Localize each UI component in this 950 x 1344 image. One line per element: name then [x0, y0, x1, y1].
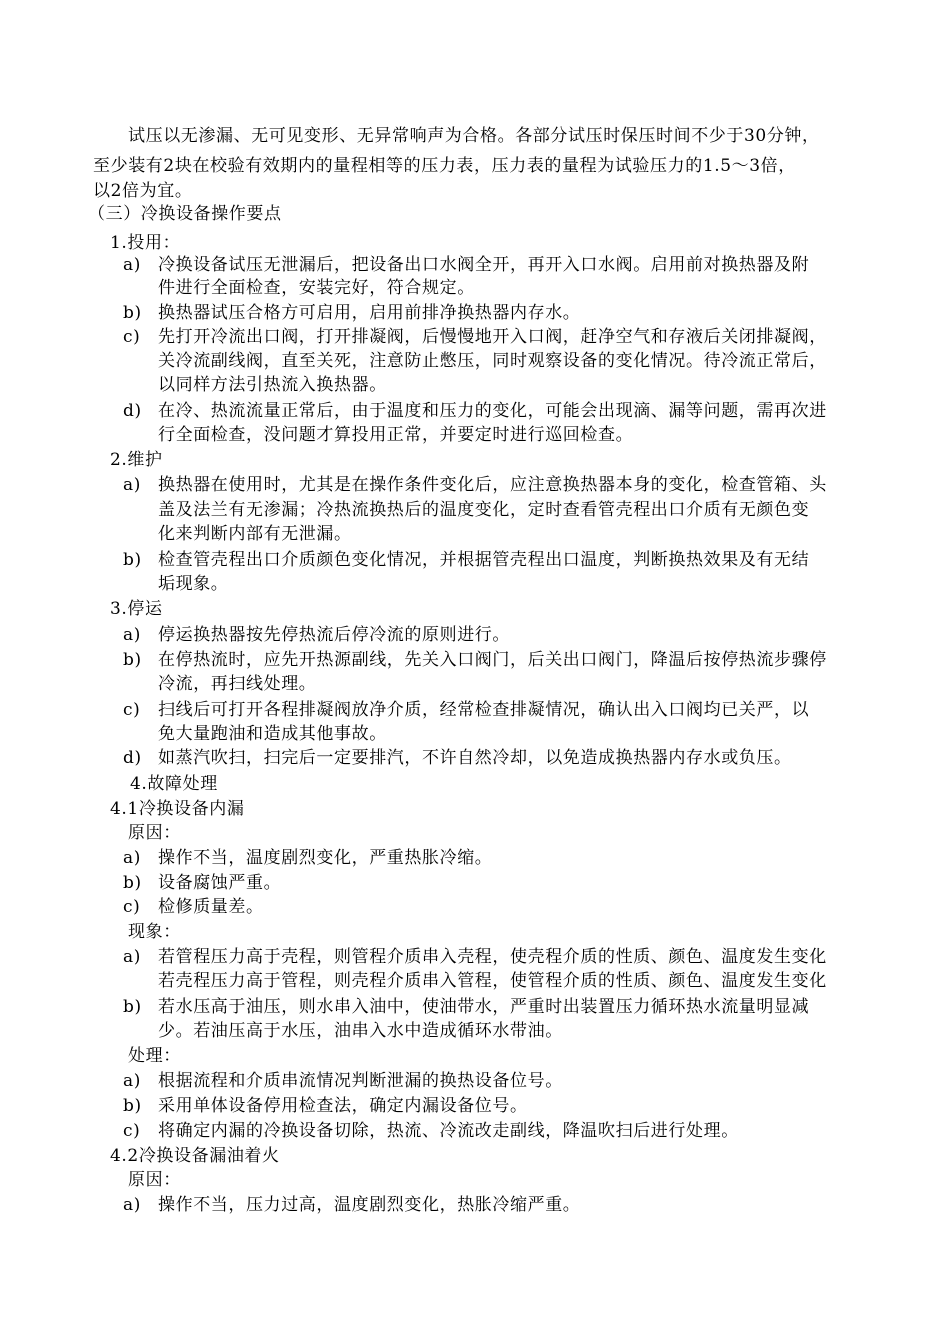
item-line: 将确定内漏的冷换设备切除，热流、冷流改走副线，降温吹扫后进行处理。: [158, 1121, 739, 1141]
item-label: b): [123, 1096, 142, 1116]
item-label: d): [123, 748, 142, 768]
item-label: a): [123, 947, 141, 967]
phenomenon-label: 现象：: [128, 922, 181, 942]
item-line: 设备腐蚀严重。: [158, 873, 282, 893]
heading-troubleshooting: 4.故障处理: [130, 774, 218, 794]
item-line: 停运换热器按先停热流后停冷流的原则进行。: [158, 625, 510, 645]
item-line: 行全面检查，没问题才算投用正常，并要定时进行巡回检查。: [158, 425, 634, 445]
item-line: 如蒸汽吹扫，扫完后一定要排汽，不许自然冷却，以免造成换热器内存水或负压。: [158, 748, 792, 768]
item-line: 免大量跑油和造成其他事故。: [158, 724, 387, 744]
subheading-oil-leak-fire: 4.2冷换设备漏油着火: [110, 1146, 280, 1166]
item-line: 若水压高于油压，则水串入油中，使油带水，严重时出装置压力循环热水流量明显减: [158, 997, 810, 1017]
item-line: 操作不当，压力过高，温度剧烈变化，热胀冷缩严重。: [158, 1195, 581, 1215]
item-line: 换热器在使用时，尤其是在操作条件变化后，应注意换热器本身的变化，检查管箱、头: [158, 475, 827, 495]
item-line: 垢现象。: [158, 574, 229, 594]
section-title: （三）冷换设备操作要点: [88, 204, 282, 224]
item-line: 先打开冷流出口阀，打开排凝阀，后慢慢地开入口阀，赶净空气和存液后关闭排凝阀，: [158, 327, 827, 347]
item-line: 在停热流时，应先开热源副线，先关入口阀门，后关出口阀门，降温后按停热流步骤停: [158, 650, 827, 670]
item-label: b): [123, 873, 142, 893]
intro-line: 试压以无渗漏、无可见变形、无异常响声为合格。各部分试压时保压时间不少于30分钟，: [128, 126, 820, 146]
item-line: 根据流程和介质串流情况判断泄漏的换热设备位号。: [158, 1071, 563, 1091]
item-line: 盖及法兰有无渗漏；冷热流换热后的温度变化，定时查看管壳程出口介质有无颜色变: [158, 500, 810, 520]
item-line: 以同样方法引热流入换热器。: [158, 375, 387, 395]
item-label: b): [123, 650, 142, 670]
item-line: 少。若油压高于水压，油串入水中造成循环水带油。: [158, 1021, 563, 1041]
item-line: 在冷、热流流量正常后，由于温度和压力的变化，可能会出现滴、漏等问题，需再次进: [158, 401, 827, 421]
item-label: a): [123, 625, 141, 645]
item-line: 化来判断内部有无泄漏。: [158, 524, 352, 544]
item-line: 冷换设备试压无泄漏后，把设备出口水阀全开，再开入口水阀。启用前对换热器及附: [158, 255, 810, 275]
item-label: a): [123, 1195, 141, 1215]
item-line: 件进行全面检查，安装完好，符合规定。: [158, 278, 475, 298]
item-label: a): [123, 848, 141, 868]
treatment-label: 处理：: [128, 1046, 181, 1066]
item-line: 换热器试压合格方可启用，启用前排净换热器内存水。: [158, 303, 581, 323]
item-label: a): [123, 475, 141, 495]
item-label: c): [123, 327, 141, 347]
item-label: a): [123, 1071, 141, 1091]
item-label: b): [123, 997, 142, 1017]
heading-commissioning: 1.投用：: [110, 233, 181, 253]
item-line: 若管程压力高于壳程，则管程介质串入壳程，使壳程介质的性质、颜色、温度发生变化: [158, 947, 827, 967]
item-label: b): [123, 550, 142, 570]
item-label: d): [123, 401, 142, 421]
heading-maintenance: 2.维护: [110, 450, 163, 470]
item-line: 采用单体设备停用检查法，确定内漏设备位号。: [158, 1096, 528, 1116]
heading-shutdown: 3.停运: [110, 599, 163, 619]
intro-line: 以2倍为宜。: [93, 181, 193, 201]
item-line: 操作不当，温度剧烈变化，严重热胀冷缩。: [158, 848, 493, 868]
item-line: 冷流，再扫线处理。: [158, 674, 317, 694]
item-line: 扫线后可打开各程排凝阀放净介质，经常检查排凝情况，确认出入口阀均已关严，以: [158, 700, 810, 720]
item-line: 若壳程压力高于管程，则壳程介质串入管程，使管程介质的性质、颜色、温度发生变化: [158, 971, 827, 991]
item-line: 关冷流副线阀，直至关死，注意防止憋压，同时观察设备的变化情况。待冷流正常后，: [158, 351, 827, 371]
item-label: b): [123, 303, 142, 323]
item-line: 检修质量差。: [158, 897, 264, 917]
cause-label: 原因：: [128, 823, 181, 843]
item-line: 检查管壳程出口介质颜色变化情况，并根据管壳程出口温度，判断换热效果及有无结: [158, 550, 810, 570]
item-label: c): [123, 1121, 141, 1141]
intro-line: 至少装有2块在校验有效期内的量程相等的压力表，压力表的量程为试验压力的1.5～3倍，: [93, 156, 796, 176]
item-label: c): [123, 700, 141, 720]
cause-label: 原因：: [128, 1170, 181, 1190]
item-label: c): [123, 897, 141, 917]
subheading-internal-leak: 4.1冷换设备内漏: [110, 799, 245, 819]
item-label: a): [123, 255, 141, 275]
